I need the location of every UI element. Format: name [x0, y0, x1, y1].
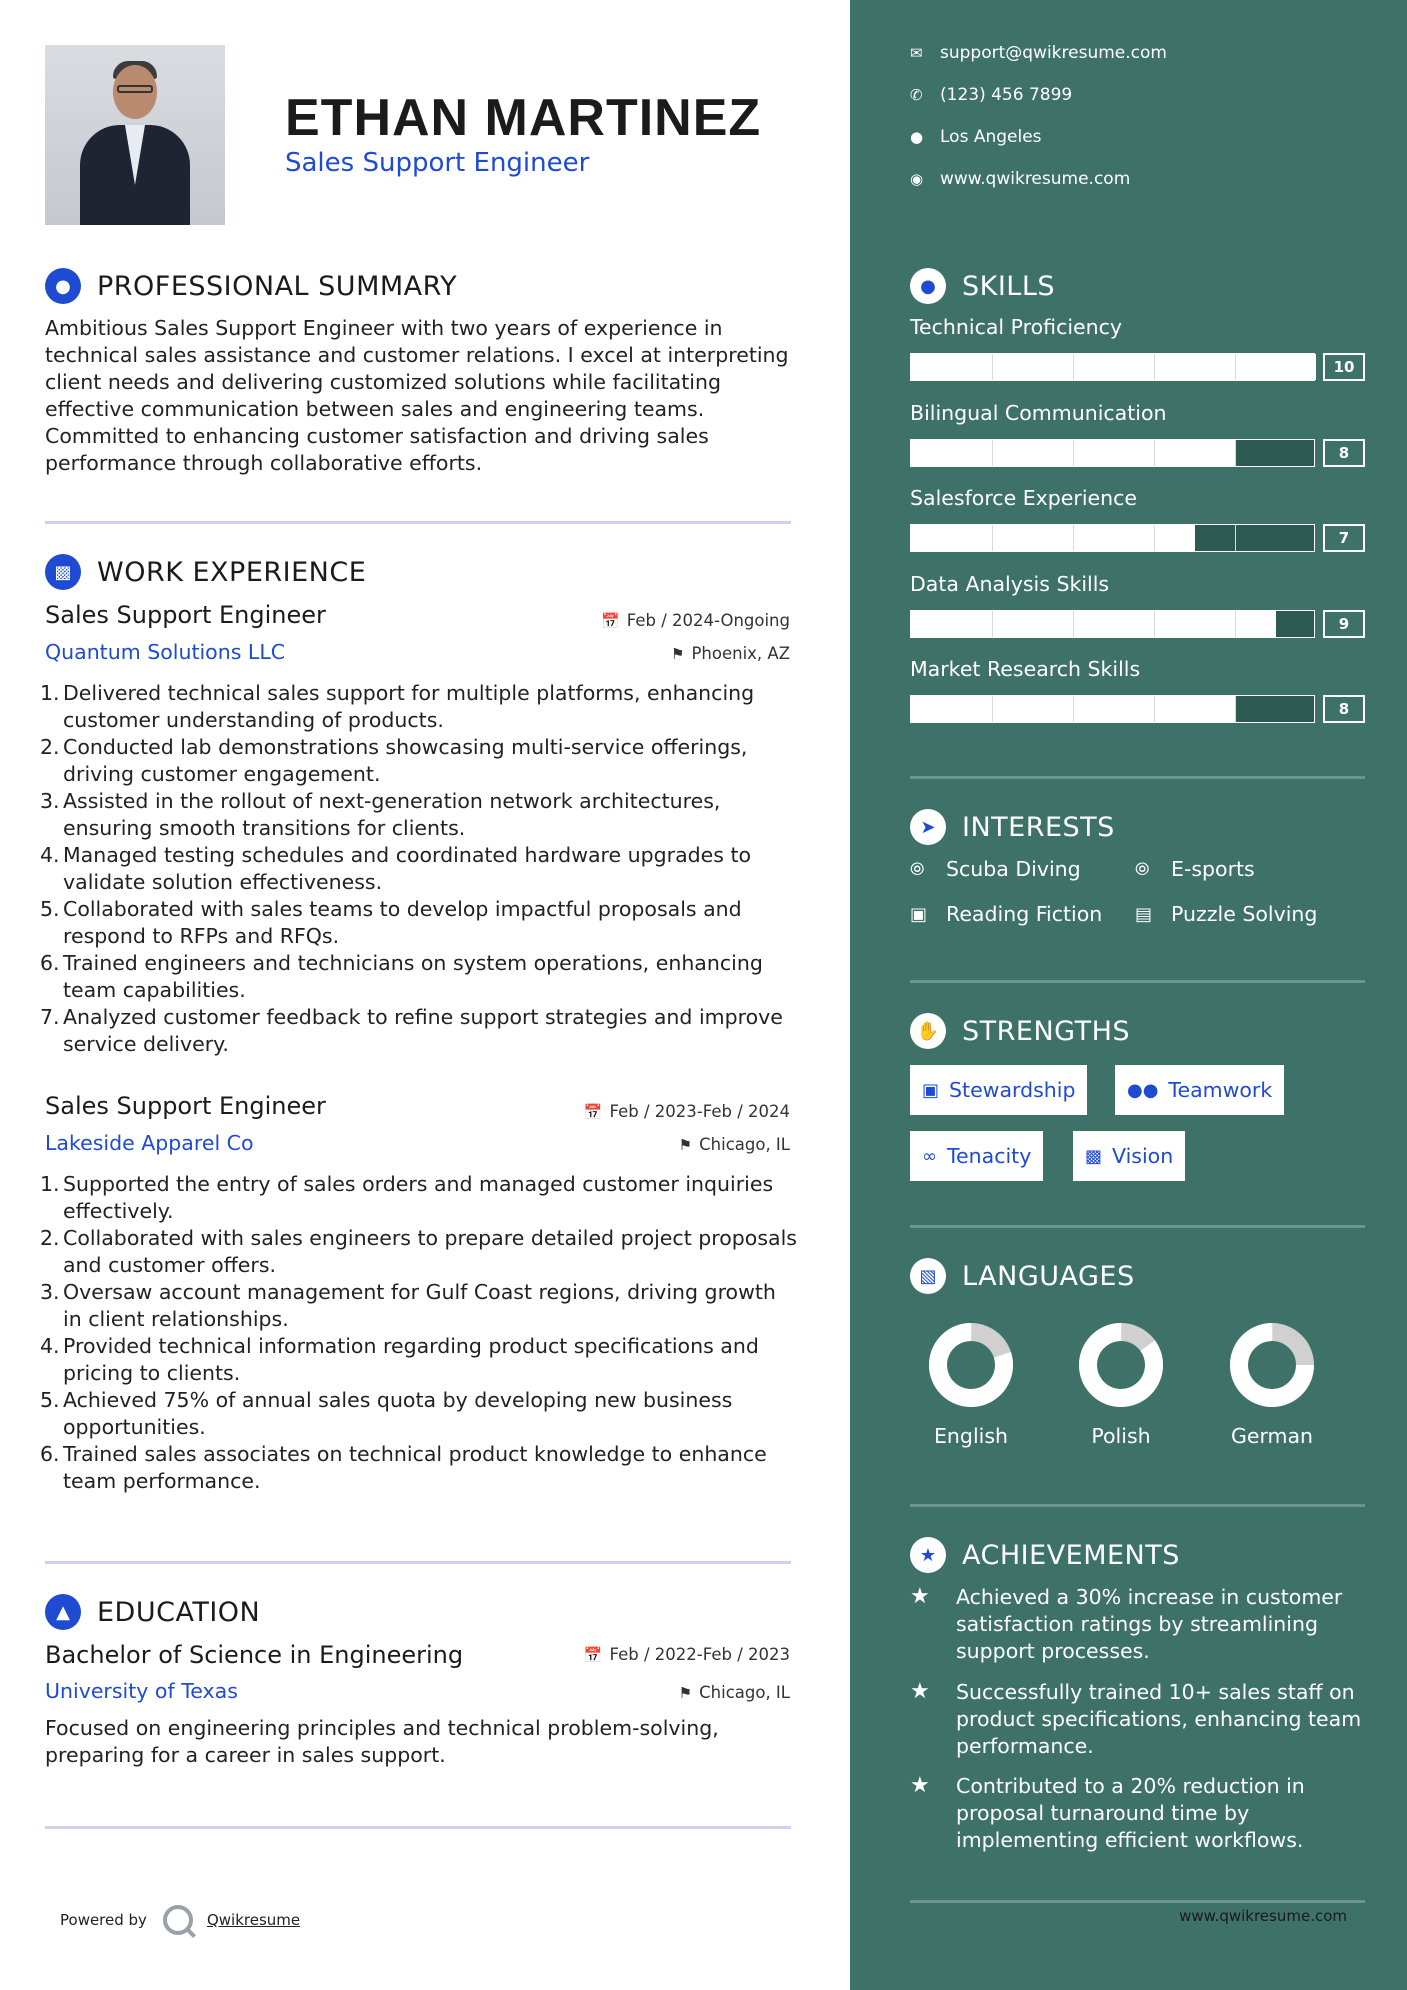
- skill-segment: [1073, 696, 1074, 722]
- strength-tag: ▣ Stewardship: [910, 1065, 1087, 1115]
- education-location: [679, 1683, 790, 1702]
- section-divider: [910, 776, 1365, 779]
- job-location: [679, 1135, 790, 1154]
- skill-label: Data Analysis Skills: [910, 572, 1110, 596]
- phone-icon: ✆: [910, 86, 923, 104]
- translate-icon: ▧: [910, 1258, 946, 1294]
- contact-website[interactable]: [910, 169, 1130, 189]
- language-ring: [1227, 1320, 1317, 1410]
- section-divider: [910, 1504, 1365, 1507]
- list-item: 3. Oversaw account management for Gulf Coast regions, driving growth in client relationships.: [40, 1280, 776, 1331]
- skill-label: Technical Proficiency: [910, 315, 1123, 339]
- skill-segment: [1073, 440, 1074, 466]
- skill-label: Bilingual Communication: [910, 401, 1167, 425]
- list-item: 4. Managed testing schedules and coordinated hardware upgrades to validate solution effectiveness.: [40, 843, 752, 894]
- list-item: 2. Collaborated with sales engineers to prepare detailed project proposals and customer offers.: [40, 1226, 797, 1277]
- skill-bar: [910, 353, 1315, 381]
- briefcase-icon: ▣: [922, 1079, 940, 1101]
- sidebar: [850, 0, 1407, 1990]
- languages-title: LANGUAGES: [962, 1260, 1135, 1292]
- calendar-icon: 📅: [583, 1645, 603, 1664]
- skill-segment: [1073, 611, 1074, 637]
- language-ring: [1076, 1320, 1166, 1410]
- skill-segment: [1154, 696, 1155, 722]
- skill-segment: [992, 440, 993, 466]
- experience-title: WORK EXPERIENCE: [97, 556, 367, 588]
- language-label: German: [1230, 1424, 1314, 1448]
- binoculars-icon: ▩: [1085, 1145, 1103, 1167]
- summary-title: PROFESSIONAL SUMMARY: [97, 270, 458, 302]
- achievements-heading: [910, 1537, 1180, 1573]
- contact-email[interactable]: [910, 43, 1167, 63]
- skill-segment: [1235, 696, 1236, 722]
- list-item: 3. Assisted in the rollout of next-generation network architectures, ensuring smooth transitions for clients.: [40, 789, 721, 840]
- section-divider: [45, 521, 791, 524]
- interest-item: ⦾ Scuba Diving: [910, 857, 1081, 881]
- skill-segment: [1235, 611, 1236, 637]
- skill-fill: [911, 611, 1276, 637]
- link-icon: ∞: [922, 1145, 937, 1167]
- star-icon: ★: [910, 1537, 946, 1573]
- strengths-heading: [910, 1013, 1130, 1049]
- skill-value: 7: [1323, 524, 1365, 552]
- pin-icon: ⚑: [678, 1135, 693, 1154]
- skill-bar: [910, 610, 1315, 638]
- star-hand-icon: ★: [910, 1679, 930, 1704]
- candidate-name: ETHAN MARTINEZ: [285, 89, 762, 147]
- graduation-icon: ▲: [45, 1594, 81, 1630]
- powered-by: [60, 1905, 300, 1935]
- skill-segment: [1235, 354, 1236, 380]
- list-item: 1. Delivered technical sales support for multiple platforms, enhancing customer understanding of products.: [40, 681, 755, 732]
- calendar-icon: 📅: [601, 611, 620, 630]
- interest-item: ⦾ E-sports: [1135, 857, 1255, 881]
- section-divider: [45, 1826, 791, 1829]
- job-location-text: Chicago, IL: [699, 1135, 790, 1154]
- skill-fill: [911, 354, 1316, 380]
- skills-heading: [910, 268, 1055, 304]
- profile-photo: [45, 45, 225, 225]
- skill-segment: [1073, 354, 1074, 380]
- skill-label: Salesforce Experience: [910, 486, 1138, 510]
- skill-fill: [911, 525, 1195, 551]
- globe-icon: ◉: [910, 170, 924, 188]
- lifebuoy-icon: ⦾: [910, 858, 925, 880]
- job-location-text: Phoenix, AZ: [691, 644, 790, 663]
- strength-tag: ∞ Tenacity: [910, 1131, 1043, 1181]
- strength-tag: ●● Teamwork: [1115, 1065, 1284, 1115]
- star-hand-icon: ★: [910, 1584, 930, 1609]
- chair-icon: ▩: [45, 554, 81, 590]
- job-bullets: [40, 680, 800, 1058]
- section-divider: [910, 1225, 1365, 1228]
- gamepad-icon: ▣: [910, 903, 928, 925]
- skill-bar: [910, 439, 1315, 467]
- book-icon: ▤: [1135, 903, 1153, 925]
- achievement-item: ★ Successfully trained 10+ sales staff on product specifications, enhancing team performance.: [910, 1679, 1362, 1758]
- language-item: [1197, 1320, 1347, 1448]
- education-title: EDUCATION: [97, 1596, 261, 1628]
- users-icon: ●●: [1127, 1079, 1159, 1101]
- map-pin-icon: ●: [910, 128, 924, 146]
- list-item: 2. Conducted lab demonstrations showcasing multi-service offerings, driving customer engagement.: [40, 735, 748, 786]
- powered-label: Powered by: [60, 1911, 147, 1929]
- job-dates-text: Feb / 2023-Feb / 2024: [609, 1102, 790, 1121]
- pin-icon: ⚑: [678, 1683, 693, 1702]
- job-dates: [601, 611, 790, 630]
- experience-heading: [45, 554, 366, 590]
- interest-item: ▣ Reading Fiction: [910, 902, 1103, 926]
- strengths-title: STRENGTHS: [962, 1015, 1131, 1047]
- section-divider: [45, 1561, 791, 1564]
- footer-url[interactable]: www.qwikresume.com: [1179, 1907, 1347, 1925]
- skill-segment: [1154, 440, 1155, 466]
- lifebuoy-icon: ⦾: [1135, 858, 1150, 880]
- skill-segment: [992, 354, 993, 380]
- contact-email-text: support@qwikresume.com: [940, 43, 1167, 63]
- envelope-icon: ✉: [910, 44, 923, 62]
- skill-value: 8: [1323, 439, 1365, 467]
- skill-label: Market Research Skills: [910, 657, 1141, 681]
- candidate-title: Sales Support Engineer: [285, 148, 590, 178]
- achievement-item: ★ Contributed to a 20% reduction in proposal turnaround time by implementing efficient workflows.: [910, 1773, 1305, 1852]
- skill-value: 10: [1323, 353, 1365, 381]
- school-name: University of Texas: [45, 1679, 238, 1703]
- skills-title: SKILLS: [962, 270, 1056, 302]
- list-item: 5. Achieved 75% of annual sales quota by developing new business opportunities.: [40, 1388, 733, 1439]
- section-divider: [910, 1900, 1365, 1903]
- education-heading: [45, 1594, 260, 1630]
- skill-value: 9: [1323, 610, 1365, 638]
- education-dates-text: Feb / 2022-Feb / 2023: [609, 1645, 790, 1664]
- list-item: 4. Provided technical information regarding product specifications and pricing to clients.: [40, 1334, 759, 1385]
- list-item: 7. Analyzed customer feedback to refine support strategies and improve service delivery.: [40, 1005, 783, 1056]
- skill-segment: [1235, 525, 1236, 551]
- skill-segment: [1235, 440, 1236, 466]
- list-item: 1. Supported the entry of sales orders and managed customer inquiries effectively.: [40, 1172, 774, 1223]
- language-ring: [926, 1320, 1016, 1410]
- brand-link[interactable]: Qwikresume: [206, 1911, 301, 1929]
- skill-value: 8: [1323, 695, 1365, 723]
- education-dates: [584, 1645, 790, 1664]
- skill-bar: [910, 695, 1315, 723]
- list-item: 6. Trained sales associates on technical product knowledge to enhance team performance.: [40, 1442, 767, 1493]
- contact-location: [910, 127, 1042, 147]
- skill-bar: [910, 524, 1315, 552]
- paper-plane-icon: ➤: [910, 809, 946, 845]
- interests-heading: [910, 809, 1115, 845]
- education-location-text: Chicago, IL: [699, 1683, 790, 1702]
- job-title: Sales Support Engineer: [45, 1092, 326, 1120]
- language-item: [896, 1320, 1046, 1448]
- section-divider: [910, 980, 1365, 983]
- skill-segment: [1154, 611, 1155, 637]
- achievement-item: ★ Achieved a 30% increase in customer satisfaction ratings by streamlining support processes.: [910, 1584, 1343, 1663]
- interest-item: ▤ Puzzle Solving: [1135, 902, 1318, 926]
- job-dates: [584, 1102, 790, 1121]
- skill-segment: [1154, 525, 1155, 551]
- fist-icon: ✋: [910, 1013, 946, 1049]
- skill-segment: [992, 611, 993, 637]
- ring-fill: [1076, 1320, 1166, 1410]
- skill-segment: [992, 525, 993, 551]
- strength-tag: ▩ Vision: [1073, 1131, 1185, 1181]
- contact-location-text: Los Angeles: [940, 127, 1042, 147]
- language-label: English: [933, 1424, 1009, 1448]
- calendar-icon: 📅: [583, 1102, 603, 1121]
- interests-title: INTERESTS: [962, 811, 1115, 843]
- job-title: Sales Support Engineer: [45, 601, 326, 629]
- skill-segment: [1154, 354, 1155, 380]
- lightbulb-icon: ●: [910, 268, 946, 304]
- summary-text: Ambitious Sales Support Engineer with two years of experience in technical sales assistance and customer relations. I excel at interpreting client needs and delivering customized solutions while facilitating effective communication between sales and engineering teams. Committed to enhancing customer satisfaction and driving sales performance through collaborative efforts.: [45, 316, 789, 475]
- contact-phone-text: (123) 456 7899: [940, 85, 1073, 105]
- language-label: Polish: [1091, 1424, 1151, 1448]
- user-icon: ●: [45, 268, 81, 304]
- list-item: 6. Trained engineers and technicians on system operations, enhancing team capabilities.: [40, 951, 763, 1002]
- degree-title: Bachelor of Science in Engineering: [45, 1641, 464, 1669]
- job-bullets: [40, 1171, 800, 1495]
- skill-segment: [1073, 525, 1074, 551]
- skill-segment: [992, 696, 993, 722]
- summary-heading: [45, 268, 457, 304]
- languages-heading: [910, 1258, 1135, 1294]
- qwikresume-logo-icon: [163, 1905, 193, 1935]
- job-dates-text: Feb / 2024-Ongoing: [626, 611, 790, 630]
- job-company: Quantum Solutions LLC: [45, 640, 286, 664]
- contact-website-text: www.qwikresume.com: [940, 169, 1131, 189]
- pin-icon: ⚑: [671, 644, 685, 663]
- list-item: 5. Collaborated with sales teams to develop impactful proposals and respond to RFPs and RFQs.: [40, 897, 742, 948]
- education-description: Focused on engineering principles and technical problem-solving, preparing for a career in sales support.: [45, 1716, 719, 1767]
- language-item: [1046, 1320, 1196, 1448]
- star-hand-icon: ★: [910, 1773, 930, 1798]
- job-company: Lakeside Apparel Co: [45, 1131, 254, 1155]
- job-location: [671, 644, 790, 663]
- achievements-title: ACHIEVEMENTS: [962, 1539, 1180, 1571]
- contact-phone[interactable]: [910, 85, 1072, 105]
